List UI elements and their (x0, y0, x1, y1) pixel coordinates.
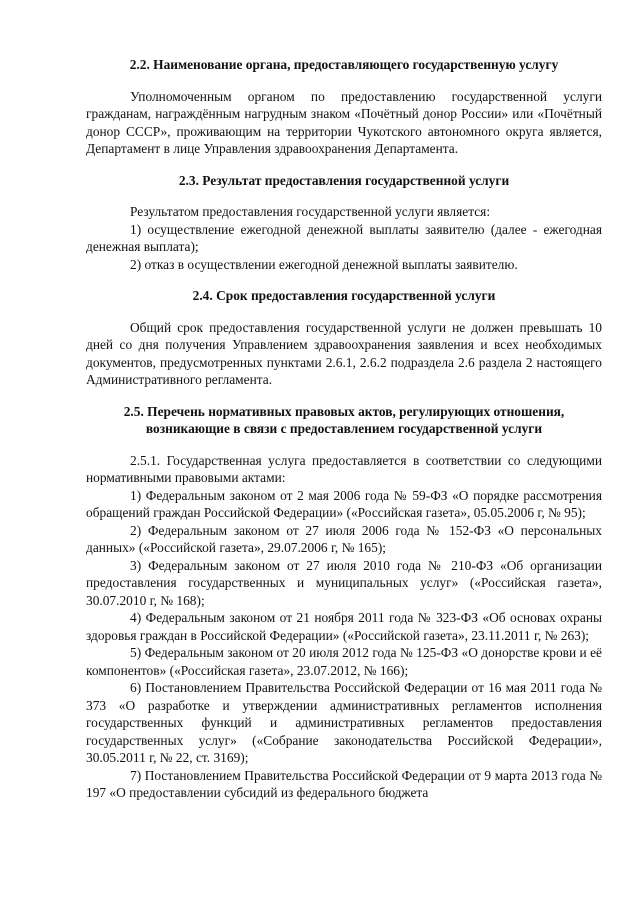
section-heading-2-5: 2.5. Перечень нормативных правовых актов, регулирующих отношения, возникающие в связи с предоставлением государственной услуги (123, 403, 565, 436)
section-2-4-paragraph: Общий срок предоставления государственной услуги не должен превышать 10 дней со дня получения Управлением здравоохранения заявления и всех необходимых документов, предусмотренных пунктами 2.6.1, 2.6.2 подраздела 2.6 раздела 2 настоящего Административного регламента. (86, 319, 602, 387)
section-2-5-item: 6) Постановлением Правительства Российской Федерации от 16 мая 2011 года № 373 «О разработке и утверждении административных регламентов исполнения государственных функций и административных регламентов предоставления государственных услуг» («Собрание законодательства Российской Федерации», 30.05.2011 г, № 22, ст. 3169); (86, 680, 602, 765)
section-heading-2-2: 2.2. Наименование органа, предоставляющего государственную услугу (129, 57, 559, 72)
section-2-2-paragraph: Уполномоченным органом по предоставлению государственной услуги гражданам, награждённым нагрудным знаком «Почётный донор России» или «Почётный донор СССР», проживающим на территории Чукотского автономного округа является, Департамент в лице Управления здравоохранения Департамента. (86, 88, 602, 156)
section-2-3-paragraph: Результатом предоставления государственной услуги является: (130, 204, 491, 219)
section-heading-2-3: 2.3. Результат предоставления государственной услуги (178, 172, 510, 188)
section-2-5-paragraph: 2.5.1. Государственная услуга предоставляется в соответствии со следующими нормативными правовыми актами: (86, 452, 602, 485)
section-2-3-item: 1) осуществление ежегодной денежной выплаты заявителю (далее - ежегодная денежная выплата); (86, 221, 602, 254)
section-2-5-item: 2) Федеральным законом от 27 июля 2006 года № 152-ФЗ «О персональных данных» («Российской газета», 29.07.2006 г, № 165); (86, 522, 602, 555)
section-2-5-item: 1) Федеральным законом от 2 мая 2006 года № 59-ФЗ «О порядке рассмотрения обращений граждан Российской Федерации» («Российская газета», 05.05.2006 г, № 95); (86, 487, 602, 520)
section-2-5-item: 5) Федеральным законом от 20 июля 2012 года № 125-ФЗ «О донорстве крови и её компонентов» («Российская газета», 23.07.2012, № 166); (86, 645, 602, 678)
section-2-5-item: 7) Постановлением Правительства Российской Федерации от 9 марта 2013 года № 197 «О предоставлении субсидий из федерального бюджета (86, 767, 602, 800)
document-page (86, 56, 602, 802)
section-2-3-item: 2) отказ в осуществлении ежегодной денежной выплаты заявителю. (130, 256, 518, 272)
section-2-5-item: 3) Федеральным законом от 27 июля 2010 года № 210-ФЗ «Об организации предоставления государственных и муниципальных услуг» («Российская газета», 30.07.2010 г, № 168); (86, 557, 602, 608)
section-heading-2-4: 2.4. Срок предоставления государственной услуги (192, 288, 496, 303)
section-2-5-item: 4) Федеральным законом от 21 ноября 2011 года № 323-ФЗ «Об основах охраны здоровья граждан в Российской Федерации» («Российской газета», 23.11.2011 г, № 263); (86, 610, 602, 643)
